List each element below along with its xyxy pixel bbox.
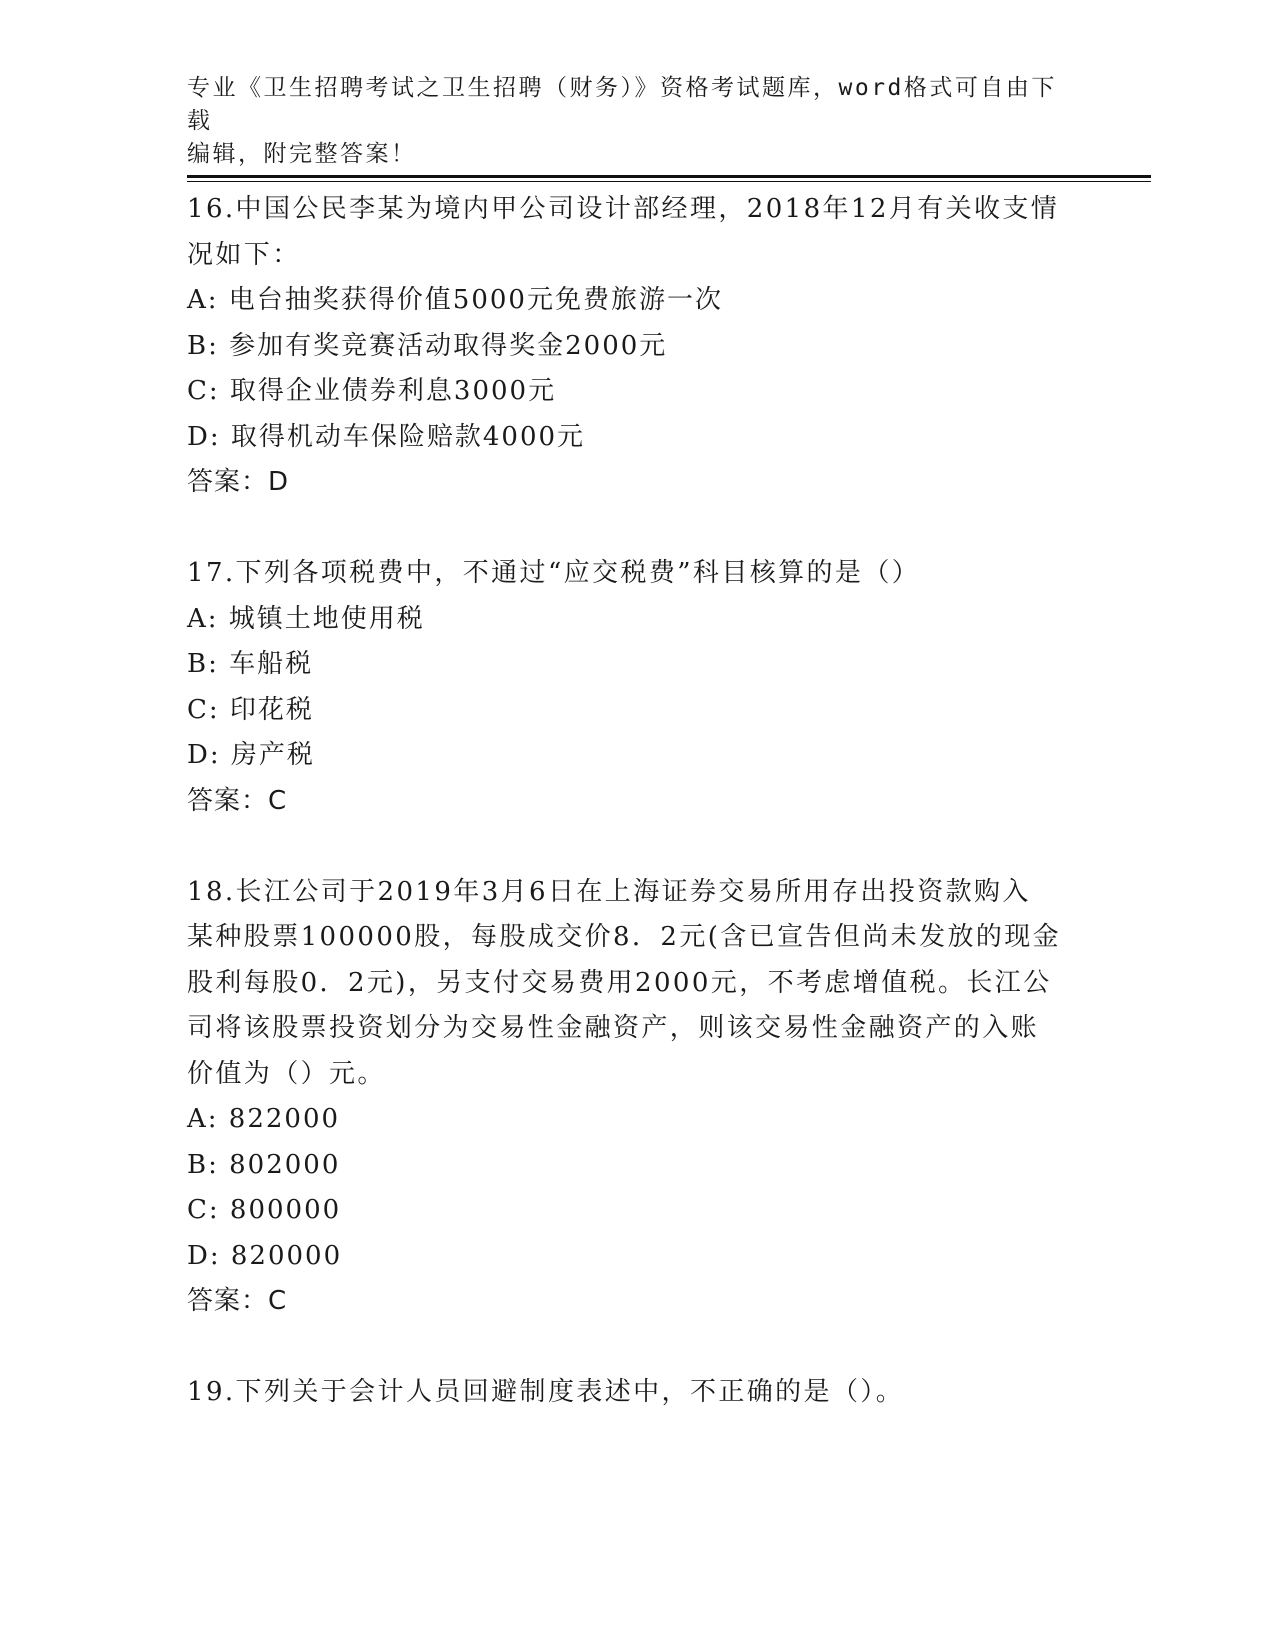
answer: 答案：D: [187, 467, 290, 497]
option-a: A: 电台抽奖获得价值5000元免费旅游一次: [187, 285, 723, 315]
header-divider-thick: [187, 175, 1151, 178]
option-d: D: 取得机动车保险赔款4000元: [187, 421, 586, 452]
document-header: [187, 72, 1067, 171]
option-c: C: 取得企业债券利息3000元: [187, 376, 557, 406]
stem-line: 价值为（）元。: [187, 1058, 386, 1089]
question-stem: [187, 187, 1087, 278]
question-16: [187, 187, 1087, 506]
question-stem: [187, 551, 1087, 597]
question-stem: [187, 1370, 1087, 1416]
option-c: C: 印花税: [187, 694, 314, 725]
stem-line: 17.下列各项税费中，不通过“应交税费”科目核算的是（）: [187, 558, 921, 588]
question-18: [187, 870, 1087, 1325]
option-d: D: 房产税: [187, 740, 315, 770]
stem-line: 某种股票100000股，每股成交价8．2元(含已宣告但尚未发放的现金: [187, 922, 1062, 952]
option-a: A: 城镇土地使用税: [187, 603, 425, 634]
spacer: [187, 824, 1087, 870]
question-17: [187, 551, 1087, 824]
option-d: D: 820000: [187, 1240, 343, 1271]
option-c: C: 800000: [187, 1195, 342, 1225]
option-a: A: 822000: [187, 1104, 341, 1134]
spacer: [187, 1325, 1087, 1371]
spacer: [187, 506, 1087, 552]
question-19: [187, 1370, 1087, 1416]
stem-line: 司将该股票投资划分为交易性金融资产，则该交易性金融资产的入账: [187, 1013, 1040, 1043]
option-b: B: 802000: [187, 1149, 341, 1180]
stem-line: 18.长江公司于2019年3月6日在上海证券交易所用存出投资款购入: [187, 876, 1031, 907]
header-divider-thin: [187, 181, 1151, 182]
stem-line: 股利每股0．2元)，另支付交易费用2000元，不考虑增值税。长江公: [187, 967, 1052, 998]
option-b: B: 参加有奖竞赛活动取得奖金2000元: [187, 330, 668, 361]
stem-line: 况如下：: [187, 239, 301, 270]
question-stem: [187, 870, 1087, 1098]
answer: 答案：C: [187, 1286, 288, 1316]
header-line-1: 专业《卫生招聘考试之卫生招聘（财务）》资格考试题库，word格式可自由下载: [187, 75, 1057, 134]
stem-line: 19.下列关于会计人员回避制度表述中，不正确的是（）。: [187, 1377, 905, 1407]
question-list: [187, 187, 1087, 1416]
answer: 答案：C: [187, 785, 288, 816]
stem-line: 16.中国公民李某为境内甲公司设计部经理，2018年12月有关收支情: [187, 194, 1060, 224]
header-line-2: 编辑，附完整答案！: [187, 141, 417, 167]
option-b: B: 车船税: [187, 649, 314, 679]
